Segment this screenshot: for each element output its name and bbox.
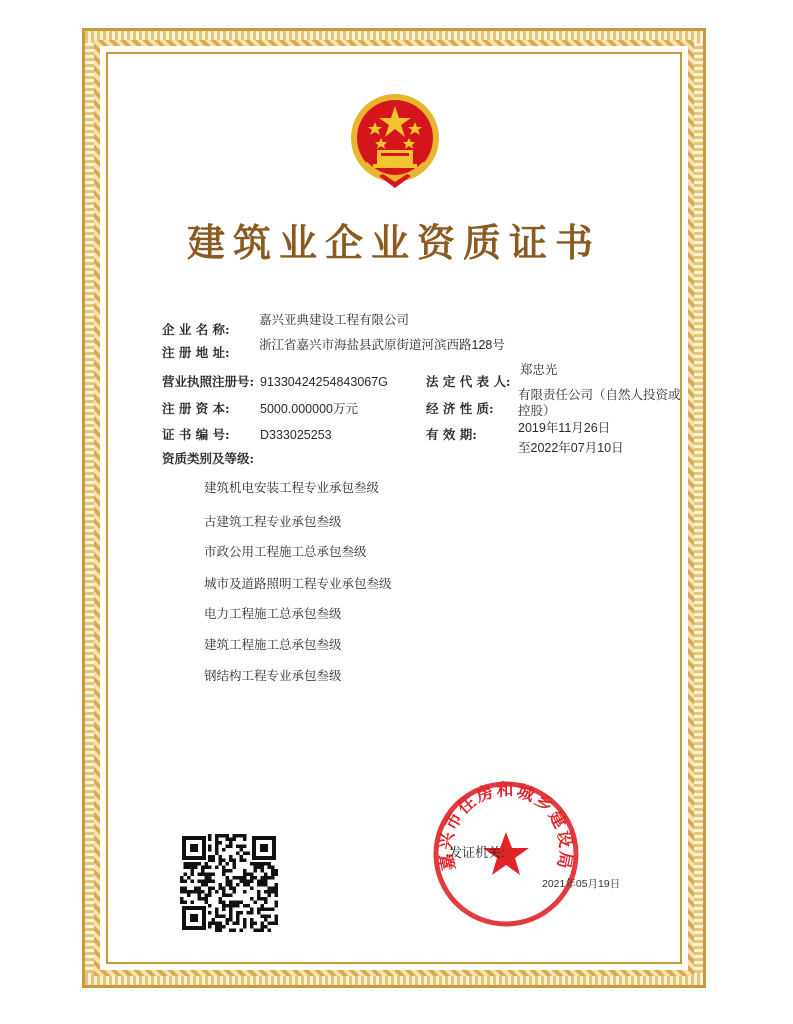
seal-text: 嘉兴市住房和城乡建设局 (436, 780, 576, 873)
cert-number-value: D333025253 (260, 428, 332, 442)
capital-label: 注 册 资 本: (162, 401, 230, 416)
cert-number-label: 证 书 编 号: (162, 427, 230, 442)
validity-to-value: 至2022年07月10日 (518, 441, 624, 455)
validity-from-value: 2019年11月26日 (518, 421, 611, 435)
qualification-item: 建筑机电安装工程专业承包叁级 (204, 481, 380, 495)
economic-nature-label: 经 济 性 质: (426, 401, 494, 416)
certificate-title: 建筑业企业资质证书 (186, 220, 601, 265)
license-label: 营业执照注册号: (162, 374, 255, 389)
company-name-label: 企 业 名 称: (162, 322, 230, 337)
legal-rep-label: 法 定 代 表 人: (426, 374, 511, 389)
company-name-value: 嘉兴亚典建设工程有限公司 (259, 313, 410, 327)
qualification-item: 市政公用工程施工总承包叁级 (204, 545, 367, 559)
qualification-item: 城市及道路照明工程专业承包叁级 (204, 577, 392, 591)
qr-code (180, 834, 278, 932)
qualification-item: 电力工程施工总承包叁级 (204, 607, 342, 621)
issuer-label: 发证机关: (449, 845, 505, 860)
qualification-item: 古建筑工程专业承包叁级 (204, 515, 342, 529)
legal-rep-value: 郑忠光 (520, 363, 558, 377)
qualification-category-label: 资质类别及等级: (162, 451, 255, 466)
validity-label: 有 效 期: (426, 427, 477, 442)
qualification-item: 建筑工程施工总承包叁级 (204, 638, 342, 652)
national-emblem-icon (349, 92, 441, 190)
issue-date: 2021年05月19日 (542, 878, 621, 890)
economic-nature-value: 有限责任公司（自然人投资或控股） (518, 388, 681, 418)
qualification-item: 钢结构工程专业承包叁级 (204, 669, 342, 683)
capital-value: 5000.000000万元 (260, 402, 358, 416)
license-value: 91330424254843067G (260, 375, 388, 389)
address-value: 浙江省嘉兴市海盐县武原街道河滨西路128号 (259, 338, 505, 352)
address-label: 注 册 地 址: (162, 345, 230, 360)
